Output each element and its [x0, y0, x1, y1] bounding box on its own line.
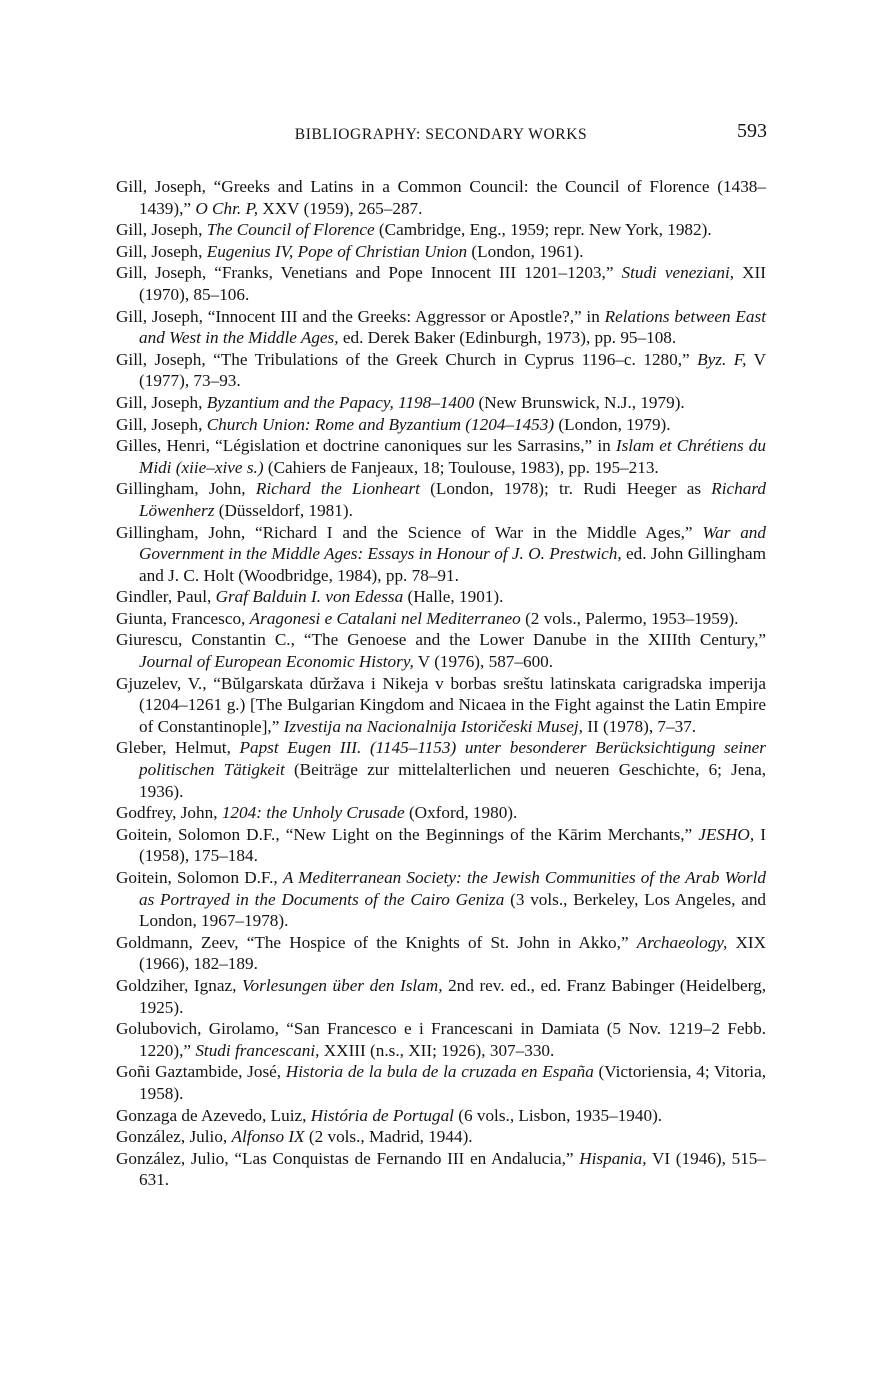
entry-text: Gill, Joseph, — [116, 241, 207, 261]
bibliography-entry — [116, 219, 766, 241]
entry-text: ed. Derek Baker (Edinburgh, 1973), pp. 95–108. — [338, 328, 677, 348]
entry-title-italic: História de Portugal — [310, 1105, 454, 1125]
entry-text: (Cambridge, Eng., 1959; repr. New York, 1982). — [374, 220, 712, 240]
entry-text: ed. John Gillingham and J. C. Holt (Woodbridge, 1984), pp. 78–91. — [139, 544, 766, 585]
page-header — [115, 120, 767, 150]
entry-text: II (1978), 7–37. — [582, 716, 697, 736]
entry-text: Gjuzelev, V., “Bŭlgarskata dŭržava i Nikeja v borbas sreštu latinskata carigradska imperija (1204–1261 g.) [The Bulgarian Kingdom and Nicaea in the Fight against the Latin Empire of Constantinople],” — [116, 673, 766, 736]
entry-title-italic: A Mediterranean Society: the Jewish Communities of the Arab World as Portrayed in the Documents of the Cairo Geniza — [139, 868, 766, 909]
entry-title-italic: Church Union: Rome and Byzantium (1204–1453) — [206, 414, 555, 434]
bibliography-entry — [116, 737, 766, 802]
entry-text: González, Julio, — [116, 1127, 232, 1147]
entry-title-italic: Alfonso IX — [231, 1127, 305, 1147]
bibliography-entry — [116, 349, 766, 392]
entry-text: (3 vols., Berkeley, Los Angeles, and London, 1967–1978). — [139, 889, 767, 931]
entry-text: Golubovich, Girolamo, “San Francesco e i Francescani in Damiata (5 Nov. 1219–2 Febb. 1220),” — [116, 1019, 766, 1060]
entry-text: Gill, Joseph, — [116, 392, 207, 412]
entry-title-italic: The Council of Florence — [206, 220, 375, 240]
entry-title-italic: Richard the Lionheart — [255, 479, 420, 499]
bibliography-entry — [116, 1105, 766, 1127]
bibliography-entry — [116, 392, 766, 414]
bibliography-entry — [116, 673, 766, 738]
entry-text: Goitein, Solomon D.F., — [116, 868, 283, 887]
entry-text: González, Julio, “Las Conquistas de Fernando III en Andalucia,” — [116, 1148, 580, 1168]
entry-text: Gill, Joseph, “Innocent III and the Greeks: Aggressor or Apostle?,” in — [116, 306, 605, 326]
entry-text: Gill, Joseph, — [116, 414, 207, 434]
bibliography-entry — [116, 1061, 766, 1104]
bibliography-entry — [116, 932, 766, 975]
entry-title-italic: Journal of European Economic History, — [139, 652, 414, 672]
entry-title-italic: Studi francescani, — [195, 1040, 320, 1060]
entry-text: Gillingham, John, — [116, 479, 256, 499]
bibliography-entry — [116, 1018, 766, 1061]
bibliography-entry — [116, 802, 766, 824]
entry-title-italic: Richard Löwenherz — [139, 479, 766, 520]
entry-text: Gill, Joseph, “Franks, Venetians and Pope Innocent III 1201–1203,” — [116, 263, 622, 283]
entry-text: Gleber, Helmut, — [116, 738, 240, 758]
entry-title-italic: Graf Balduin I. von Edessa — [215, 587, 404, 607]
bibliography-entry — [116, 478, 766, 521]
entry-text: Giunta, Francesco, — [116, 608, 250, 628]
bibliography-entry — [116, 241, 766, 263]
bibliography-entry — [116, 435, 766, 478]
entry-text: XXIII (n.s., XII; 1926), 307–330. — [319, 1040, 555, 1060]
entry-text: Goldziher, Ignaz, — [116, 975, 242, 995]
running-head: BIBLIOGRAPHY: SECONDARY WORKS — [294, 126, 588, 143]
bibliography-entry — [116, 586, 766, 608]
entry-text: (6 vols., Lisbon, 1935–1940). — [453, 1105, 663, 1125]
entry-text: Goñi Gaztambide, José, — [116, 1062, 286, 1082]
bibliography-entry — [116, 306, 766, 349]
entry-text: V (1976), 587–600. — [413, 652, 554, 672]
entry-text: (London, 1978); tr. Rudi Heeger as — [419, 479, 712, 499]
entry-title-italic: Studi veneziani, — [621, 263, 735, 283]
entry-text: (Halle, 1901). — [403, 587, 504, 607]
bibliography-entry — [116, 608, 766, 630]
entry-text: Goldmann, Zeev, “The Hospice of the Knights of St. John in Akko,” — [116, 932, 637, 952]
entry-text: (Cahiers de Fanjeaux, 18; Toulouse, 1983), pp. 195–213. — [263, 457, 659, 477]
entry-text: (Oxford, 1980). — [404, 803, 518, 823]
entry-text: 2nd rev. ed., ed. Franz Babinger (Heidelberg, 1925). — [139, 975, 766, 1017]
entry-title-italic: 1204: the Unholy Crusade — [221, 803, 405, 823]
entry-text: Gill, Joseph, — [116, 220, 207, 240]
entry-title-italic: War and Government in the Middle Ages: Essays in Honour of J. O. Prestwich, — [139, 522, 766, 564]
bibliography-entry — [116, 1148, 766, 1191]
entry-title-italic: Papst Eugen III. (1145–1153) unter besonderer Berücksichtigung seiner politischen Tätigkeit — [139, 738, 766, 780]
entry-text: Gindler, Paul, — [116, 587, 216, 607]
bibliography-entry — [116, 176, 766, 219]
entry-title-italic: Relations between East and West in the Middle Ages, — [139, 306, 766, 348]
entry-text: Giurescu, Constantin C., “The Genoese and the Lower Danube in the XIIIth Century,” — [116, 630, 766, 650]
entry-text: (Victoriensia, 4; Vitoria, 1958). — [139, 1062, 767, 1103]
bibliography-list — [116, 176, 766, 1191]
entry-text: (Beiträge zur mittelalterlichen und neueren Geschichte, 6; Jena, 1936). — [139, 760, 766, 801]
entry-text: V (1977), 73–93. — [139, 349, 766, 391]
bibliography-entry — [116, 867, 766, 932]
entry-text: (2 vols., Madrid, 1944). — [304, 1127, 473, 1147]
entry-title-italic: Aragonesi e Catalani nel Mediterraneo — [249, 608, 521, 628]
entry-title-italic: Islam et Chrétiens du Midi (xiie–xive s.) — [139, 436, 766, 477]
bibliography-entry — [116, 975, 766, 1018]
entry-text: (2 vols., Palermo, 1953–1959). — [520, 608, 739, 628]
entry-text: Gill, Joseph, “Greeks and Latins in a Common Council: the Council of Florence (1438–1439),” — [116, 177, 766, 218]
entry-title-italic: JESHO, — [698, 824, 755, 844]
entry-text: Goitein, Solomon D.F., “New Light on the Beginnings of the Kārim Merchants,” — [116, 824, 699, 844]
entry-text: I (1958), 175–184. — [139, 824, 766, 866]
entry-title-italic: O Chr. P, — [195, 198, 259, 218]
entry-title-italic: Vorlesungen über den Islam, — [241, 975, 443, 995]
entry-text: (London, 1961). — [467, 241, 584, 261]
entry-text: Gilles, Henri, “Législation et doctrine canoniques sur les Sarrasins,” in — [116, 436, 616, 456]
entry-title-italic: Eugenius IV, Pope of Christian Union — [206, 241, 468, 261]
entry-text: Godfrey, John, — [116, 803, 222, 823]
entry-title-italic: Archaeology, — [636, 932, 728, 952]
entry-text: (New Brunswick, N.J., 1979). — [474, 392, 685, 412]
entry-title-italic: Izvestija na Nacionalnija Istoričeski Musej, — [283, 716, 583, 736]
entry-title-italic: Hispania, — [579, 1148, 647, 1168]
bibliography-entry — [116, 522, 766, 587]
entry-title-italic: Byzantium and the Papacy, 1198–1400 — [206, 392, 475, 412]
entry-text: XIX (1966), 182–189. — [139, 932, 766, 974]
entry-text: (London, 1979). — [554, 414, 671, 434]
bibliography-entry — [116, 262, 766, 305]
entry-text: XXV (1959), 265–287. — [258, 198, 423, 218]
bibliography-entry — [116, 414, 766, 436]
entry-text: (Düsseldorf, 1981). — [214, 500, 353, 520]
bibliography-entry — [116, 1126, 766, 1148]
entry-title-italic: Byz. F, — [697, 349, 747, 369]
entry-text: VI (1946), 515–631. — [139, 1148, 766, 1190]
entry-text: Gillingham, John, “Richard I and the Science of War in the Middle Ages,” — [116, 522, 703, 542]
bibliography-entry — [116, 629, 766, 672]
bibliography-entry — [116, 824, 766, 867]
page-number: 593 — [737, 120, 767, 142]
entry-text: XII (1970), 85–106. — [139, 263, 766, 304]
entry-text: Gonzaga de Azevedo, Luiz, — [116, 1105, 311, 1125]
entry-text: Gill, Joseph, “The Tribulations of the Greek Church in Cyprus 1196–c. 1280,” — [116, 349, 698, 369]
entry-title-italic: Historia de la bula de la cruzada en España — [285, 1062, 594, 1082]
